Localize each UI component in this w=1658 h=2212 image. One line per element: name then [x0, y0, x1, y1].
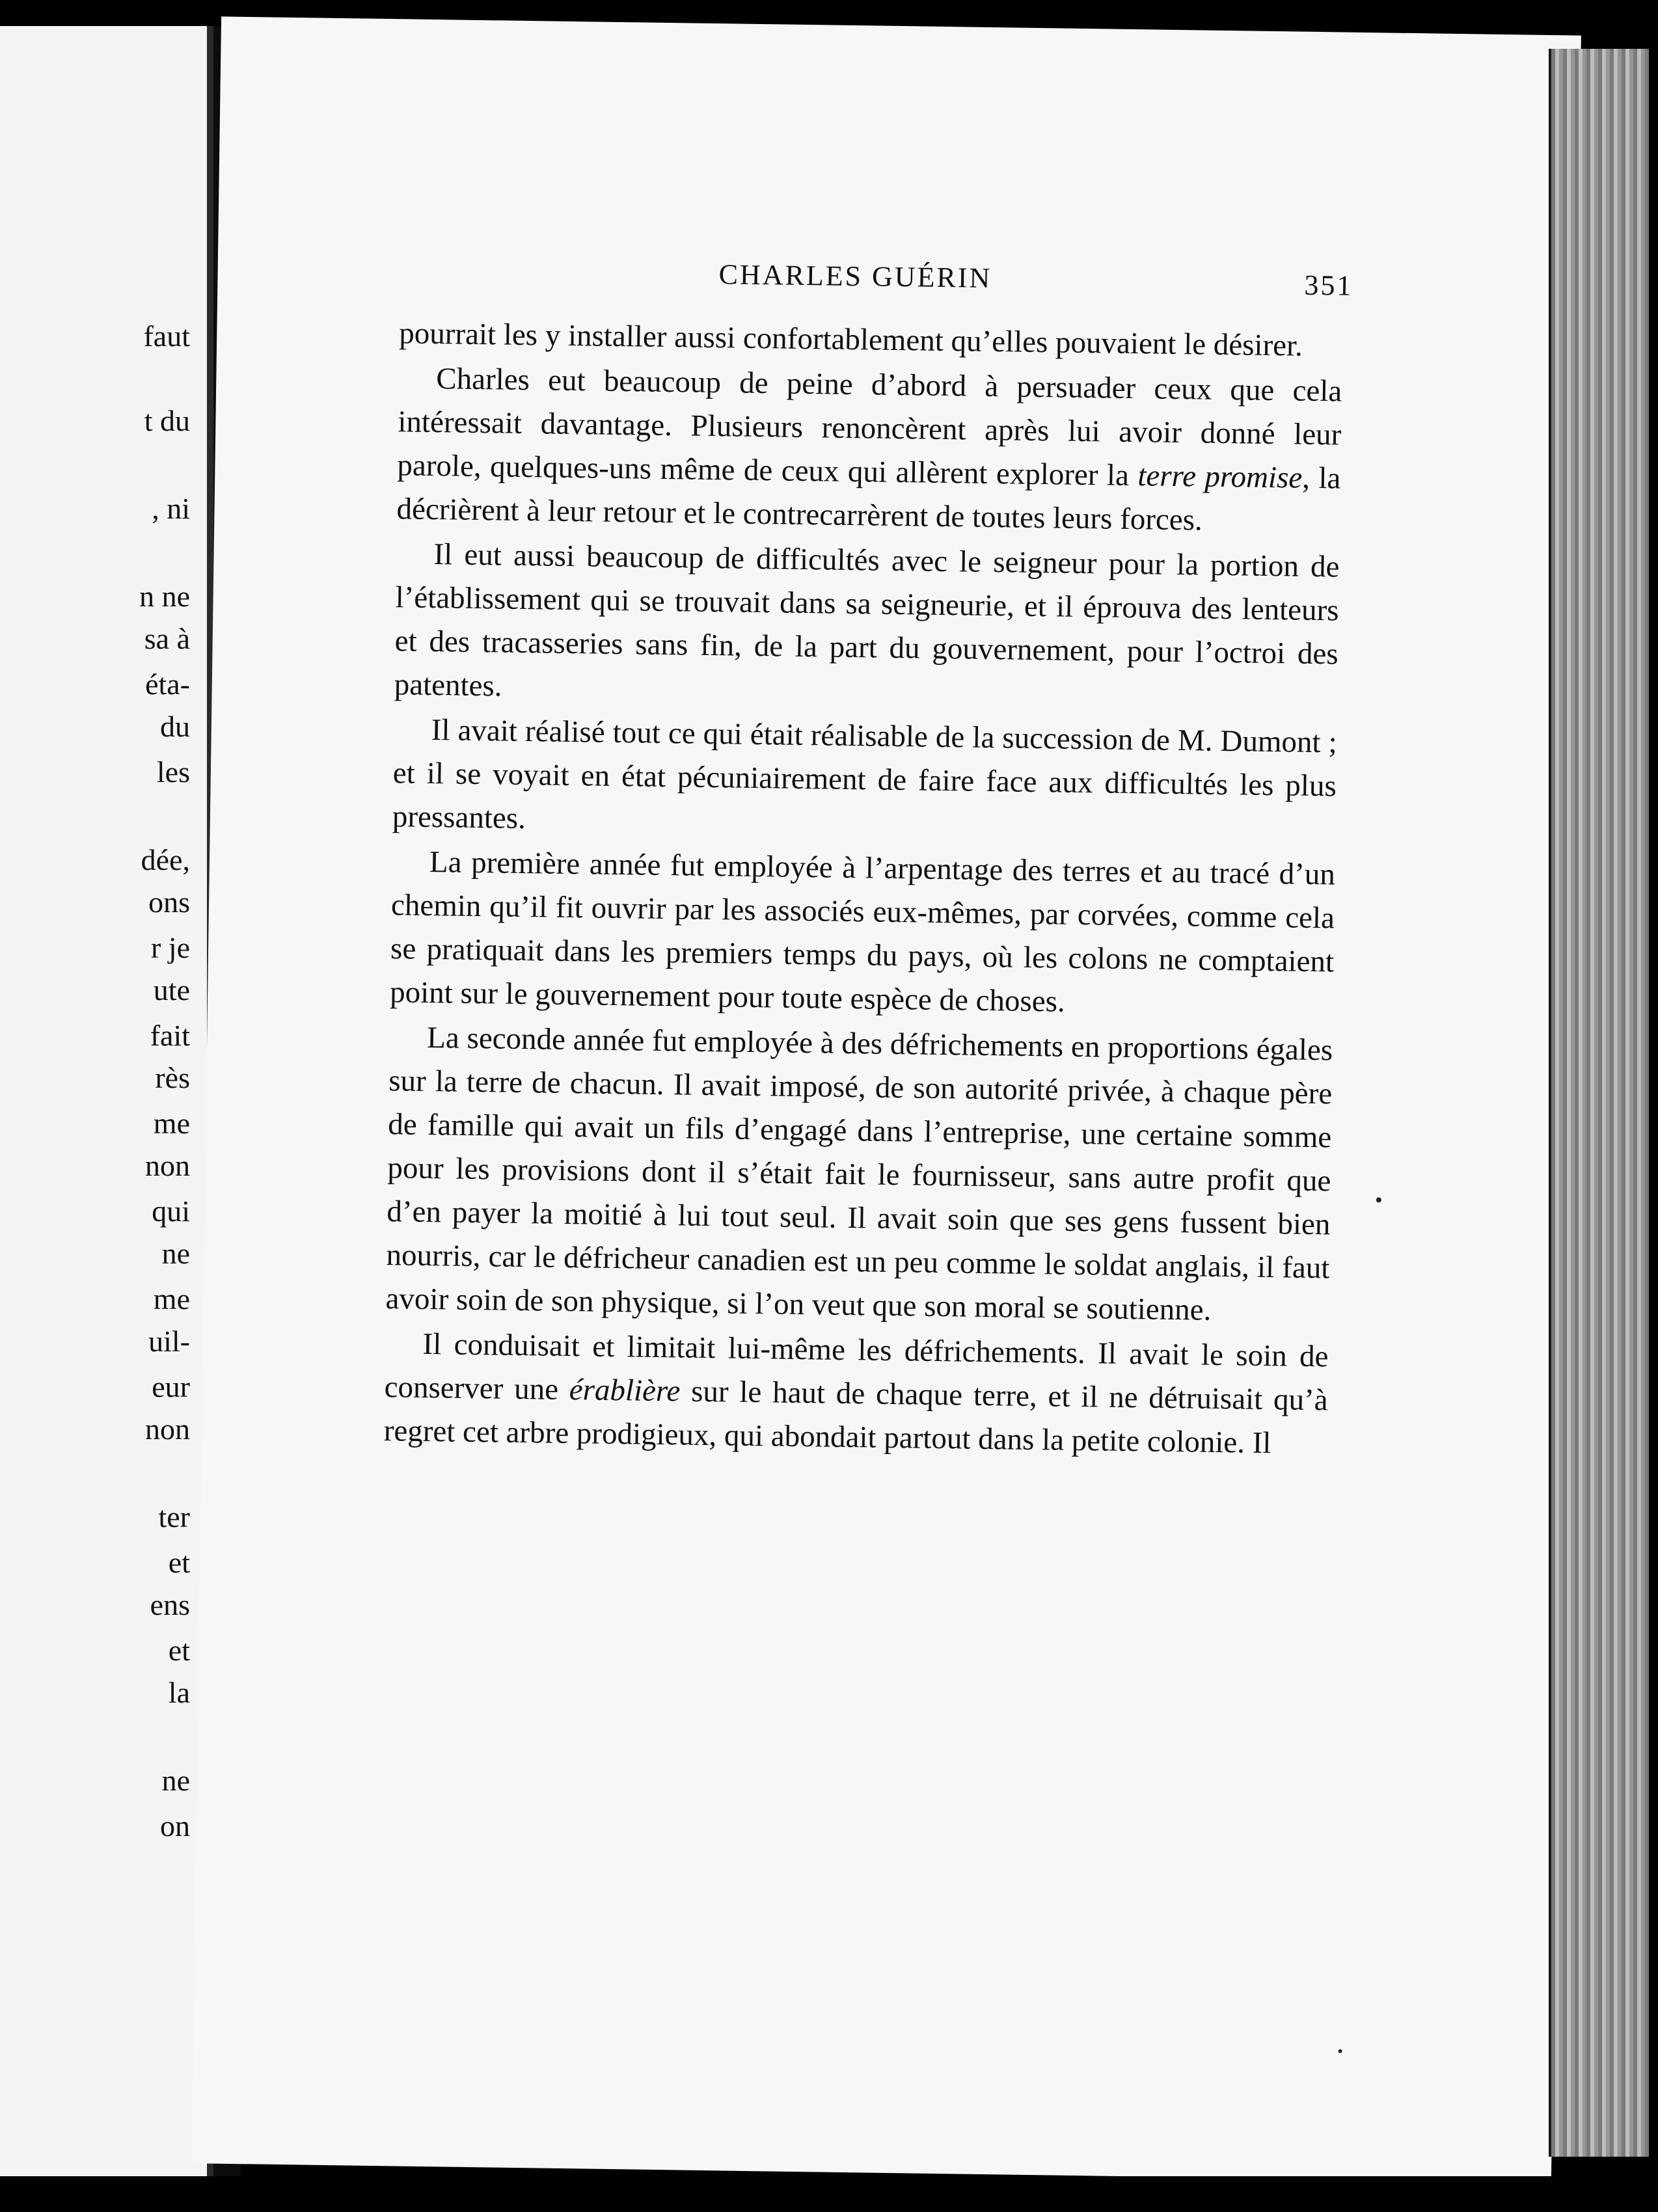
paragraph: pourrait les y installer aussi confortablement qu’elles pouvaient le désirer. — [398, 316, 1303, 363]
left-page-fragment: on — [160, 1809, 190, 1842]
left-page-fragment: ute — [153, 973, 190, 1006]
speck — [1376, 1197, 1381, 1202]
left-page-fragment: sa à — [144, 622, 190, 655]
left-page-fragment: uil- — [148, 1325, 190, 1358]
speck — [1339, 2049, 1342, 2053]
left-page-fragment: éta- — [145, 668, 190, 701]
right-page — [191, 16, 1581, 2182]
left-page-fragment: fait — [150, 1019, 190, 1052]
page-edges — [1549, 49, 1649, 2157]
paragraph-text: sur le haut de chaque terre, et il ne détruisait qu’à regret cet arbre prodigieux, qui abondait partout dans la petite colonie. Il — [383, 1374, 1328, 1461]
left-page-fragment: ne — [161, 1237, 190, 1270]
italic-term: terre promise — [1137, 459, 1303, 495]
left-page-fragment: rès — [155, 1061, 190, 1094]
left-page-fragment: r je — [150, 931, 190, 964]
left-page-fragment: et — [168, 1546, 190, 1579]
paragraph-text: , la décrièrent à leur retour et le contrecarrèrent de toutes leurs forces. — [396, 461, 1341, 537]
left-page-fragment: ens — [150, 1588, 190, 1621]
running-head — [218, 250, 1578, 302]
left-page-fragment: eur — [152, 1370, 190, 1403]
left-page — [0, 26, 213, 2183]
left-page-fragment: et — [168, 1634, 190, 1667]
left-page-fragment: non — [145, 1149, 190, 1182]
bottom-shadow — [0, 2176, 1658, 2212]
italic-term: érablière — [569, 1373, 681, 1409]
left-page-fragment: ne — [161, 1764, 190, 1797]
left-page-fragment: la — [168, 1676, 190, 1709]
header-title: CHARLES GUÉRIN — [718, 258, 992, 294]
left-page-fragment: non — [145, 1412, 190, 1446]
paragraph-text: Charles eut beaucoup de peine d’abord à persuader ceux que cela intéressait davantage. Plusieurs renoncèrent après lui avoir donné leur parole, quelques-uns même de ceux qui allèrent explorer la — [397, 362, 1342, 493]
paragraph: La seconde année fut employée à des défrichements en proportions égales sur la terre de chacun. Il avait imposé, de son autorité privée, à chaque père de famille qui avait un fils d’engagé dans l’entreprise, une certaine somme pour les provisions dont il s’était fait le fournisseur, sans autre profit que d’en payer la moitié à lui tout seul. Il avait soin que ses gens fussent bien nourris, car le défricheur canadien est un peu comme le soldat anglais, il faut avoir soin de son physique, si l’on veut que son moral se soutienne. — [385, 1020, 1333, 1327]
paragraph: Il eut aussi beaucoup de difficultés avec le seigneur pour la portion de l’établissement qui se trouvait dans sa seigneurie, et il éprouva des lenteurs et des tracasseries sans fin, de la part du gouvernement, pour l’octroi des patentes. — [394, 537, 1340, 703]
paragraph: La première année fut employée à l’arpentage des terres et au tracé d’un chemin qu’il fit ouvrir par les associés eux-mêmes, par corvées, comme cela se pratiquait dans les premiers temps du pays, où les colons ne comptaient point sur le gouvernement pour toute espèce de choses. — [389, 845, 1336, 1019]
left-page-fragment: ter — [158, 1500, 190, 1533]
paragraph: Il avait réalisé tout ce qui était réalisable de la succession de M. Dumont ; et il se voyait en état pécuniairement de faire face aux difficultés les plus pressantes. — [392, 713, 1338, 836]
paragraph-text: Il conduisait et limitait lui-même les défrichements. Il avait le soin de conserver une — [384, 1327, 1329, 1407]
paragraph — [383, 1322, 1329, 1466]
left-page-fragment: me — [153, 1282, 190, 1315]
left-page-fragment: ons — [148, 885, 190, 919]
body-text — [383, 312, 1342, 1466]
left-page-fragment: me — [153, 1107, 190, 1140]
left-page-fragment: , ni — [152, 492, 190, 525]
left-page-fragment: les — [156, 755, 190, 789]
page-number: 351 — [1304, 269, 1353, 302]
left-page-fragment: qui — [152, 1194, 190, 1228]
left-page-fragment: t du — [144, 404, 190, 437]
left-page-fragment: du — [160, 710, 190, 743]
left-page-fragment: n ne — [139, 580, 190, 613]
paragraph — [396, 357, 1342, 544]
left-page-fragment: dée, — [141, 843, 190, 876]
left-page-fragment: faut — [143, 319, 190, 353]
